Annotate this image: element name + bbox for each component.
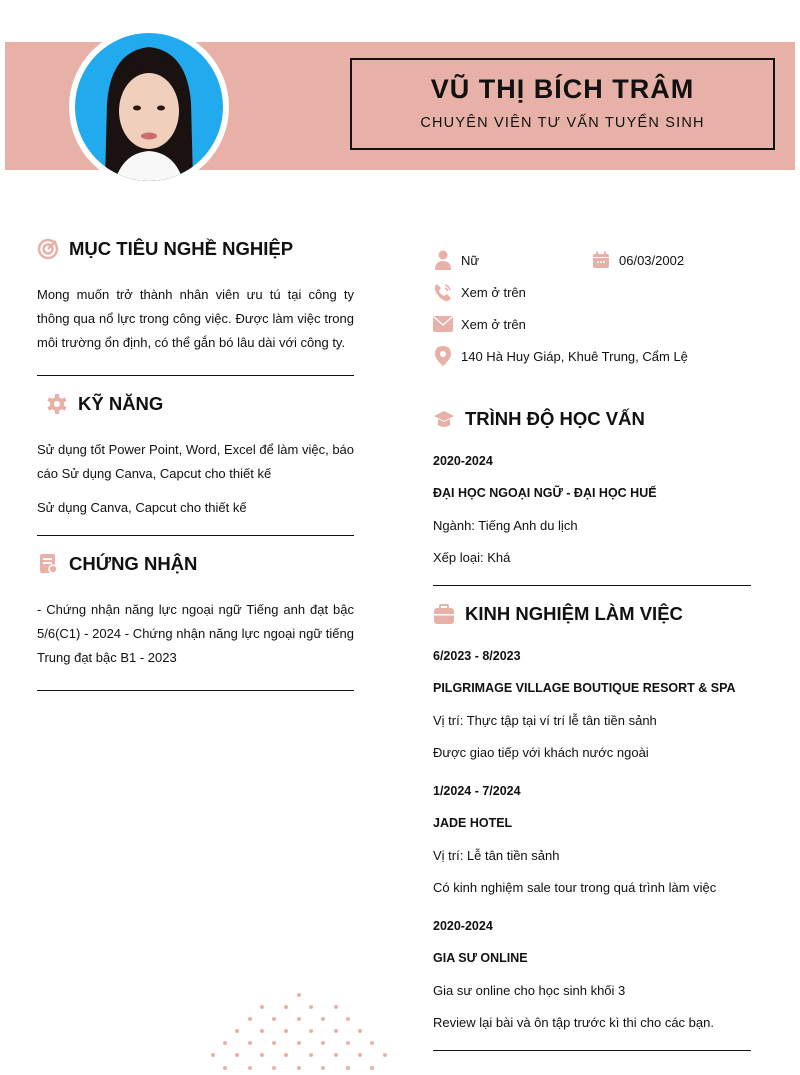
- candidate-name: VŨ THỊ BÍCH TRÂM: [430, 74, 695, 104]
- dot: [272, 1041, 276, 1045]
- dot: [272, 1066, 276, 1070]
- skills-heading: KỸ NĂNG: [78, 393, 164, 414]
- job-period: 2020-2024: [433, 919, 493, 933]
- dot: [284, 1005, 288, 1009]
- person-icon: [433, 250, 453, 270]
- job-detail: Gia sư online cho học sinh khối 3: [433, 983, 626, 998]
- dot: [321, 1066, 325, 1070]
- job-company: GIA SƯ ONLINE: [433, 951, 528, 965]
- calendar-icon: [591, 250, 611, 270]
- section-education-title: [433, 408, 645, 430]
- dot: [223, 1066, 227, 1070]
- certificate-icon: [37, 553, 59, 575]
- section-certificates-title: [37, 553, 197, 575]
- dot: [370, 1041, 374, 1045]
- divider: [433, 1050, 751, 1051]
- address-value: 140 Hà Huy Giáp, Khuê Trung, Cẩm Lệ: [461, 348, 688, 364]
- job-period: 1/2024 - 7/2024: [433, 784, 521, 798]
- avatar-photo: [75, 33, 223, 181]
- dot: [235, 1029, 239, 1033]
- dot: [297, 993, 301, 997]
- phone-info: [433, 282, 526, 302]
- dot: [223, 1041, 227, 1045]
- avatar: [69, 27, 229, 187]
- dot: [211, 1053, 215, 1057]
- dot: [235, 1053, 239, 1057]
- dot: [321, 1017, 325, 1021]
- location-pin-icon: [433, 346, 453, 366]
- objective-heading: MỤC TIÊU NGHỀ NGHIỆP: [69, 238, 294, 259]
- divider: [433, 585, 751, 586]
- dot: [297, 1066, 301, 1070]
- birthdate-value: 06/03/2002: [619, 252, 685, 268]
- dot: [284, 1029, 288, 1033]
- experience-heading: KINH NGHIỆM LÀM VIỆC: [465, 603, 683, 624]
- graduation-cap-icon: [433, 408, 455, 430]
- certificates-text: - Chứng nhận năng lực ngoại ngữ Tiếng anh đạt bậc 5/6(C1) - 2024 - Chứng nhận năng lực ngoại ngữ tiếng Trung đạt bậc B1 - 2023: [37, 602, 354, 665]
- dot: [309, 1005, 313, 1009]
- dot: [297, 1017, 301, 1021]
- name-title-box: [350, 58, 775, 150]
- job-detail: Có kinh nghiệm sale tour trong quá trình làm việc: [433, 880, 717, 895]
- skill-item: Sử dụng Canva, Capcut cho thiết kế: [37, 500, 247, 515]
- dot: [334, 1005, 338, 1009]
- target-icon: [37, 238, 59, 260]
- briefcase-icon: [433, 603, 455, 625]
- dot: [297, 1041, 301, 1045]
- job-title: CHUYÊN VIÊN TƯ VẤN TUYỂN SINH: [420, 115, 705, 131]
- birthdate-info: [591, 250, 684, 270]
- gender-value: Nữ: [461, 252, 480, 268]
- email-info: [433, 314, 526, 334]
- job-company: JADE HOTEL: [433, 816, 513, 830]
- divider: [37, 375, 354, 376]
- dot: [260, 1005, 264, 1009]
- dot: [272, 1017, 276, 1021]
- section-experience-title: [433, 603, 683, 625]
- dot: [260, 1053, 264, 1057]
- gender-info: [433, 250, 479, 270]
- dot: [248, 1066, 252, 1070]
- education-grade: Xếp loại: Khá: [433, 550, 511, 565]
- dot: [309, 1029, 313, 1033]
- divider: [37, 535, 354, 536]
- job-company: PILGRIMAGE VILLAGE BOUTIQUE RESORT & SPA: [433, 681, 736, 695]
- dot: [309, 1053, 313, 1057]
- objective-text: Mong muốn trở thành nhân viên ưu tú tại công ty thông qua nổ lực trong công việc. Được làm việc trong môi trường ổn định, có thể gắn bó lâu dài với công ty.: [37, 287, 354, 350]
- section-objective-title: [37, 238, 293, 260]
- phone-icon: [433, 282, 453, 302]
- skill-item: Sử dụng tốt Power Point, Word, Excel để làm việc, báo cáo Sử dụng Canva, Capcut cho thiết kế: [37, 442, 355, 481]
- envelope-icon: [433, 314, 453, 334]
- education-major: Ngành: Tiếng Anh du lịch: [433, 518, 578, 533]
- section-skills-title: [46, 393, 163, 415]
- divider: [37, 690, 354, 691]
- job-detail: Review lại bài và ôn tập trước kì thi cho các bạn.: [433, 1015, 714, 1030]
- dot: [358, 1053, 362, 1057]
- job-detail: Vị trí: Thực tập tại ví trí lễ tân tiền sảnh: [433, 713, 657, 728]
- dot: [260, 1029, 264, 1033]
- job-detail: Vị trí: Lễ tân tiền sảnh: [433, 848, 560, 863]
- education-period: 2020-2024: [433, 454, 493, 468]
- dot: [346, 1017, 350, 1021]
- job-detail: Được giao tiếp với khách nước ngoài: [433, 745, 649, 760]
- phone-value: Xem ở trên: [461, 284, 526, 300]
- job-period: 6/2023 - 8/2023: [433, 649, 521, 663]
- dot: [334, 1053, 338, 1057]
- dot: [346, 1066, 350, 1070]
- education-school: ĐẠI HỌC NGOẠI NGỮ - ĐẠI HỌC HUẾ: [433, 486, 657, 500]
- dot: [346, 1041, 350, 1045]
- address-info: [433, 346, 688, 366]
- dot: [370, 1066, 374, 1070]
- dot: [248, 1017, 252, 1021]
- dot: [321, 1041, 325, 1045]
- dot: [358, 1029, 362, 1033]
- education-heading: TRÌNH ĐỘ HỌC VẤN: [465, 408, 645, 429]
- dot: [248, 1041, 252, 1045]
- dot: [284, 1053, 288, 1057]
- dot: [334, 1029, 338, 1033]
- gear-icon: [46, 393, 68, 415]
- dot: [383, 1053, 387, 1057]
- certificates-heading: CHỨNG NHẬN: [69, 553, 198, 574]
- email-value: Xem ở trên: [461, 316, 526, 332]
